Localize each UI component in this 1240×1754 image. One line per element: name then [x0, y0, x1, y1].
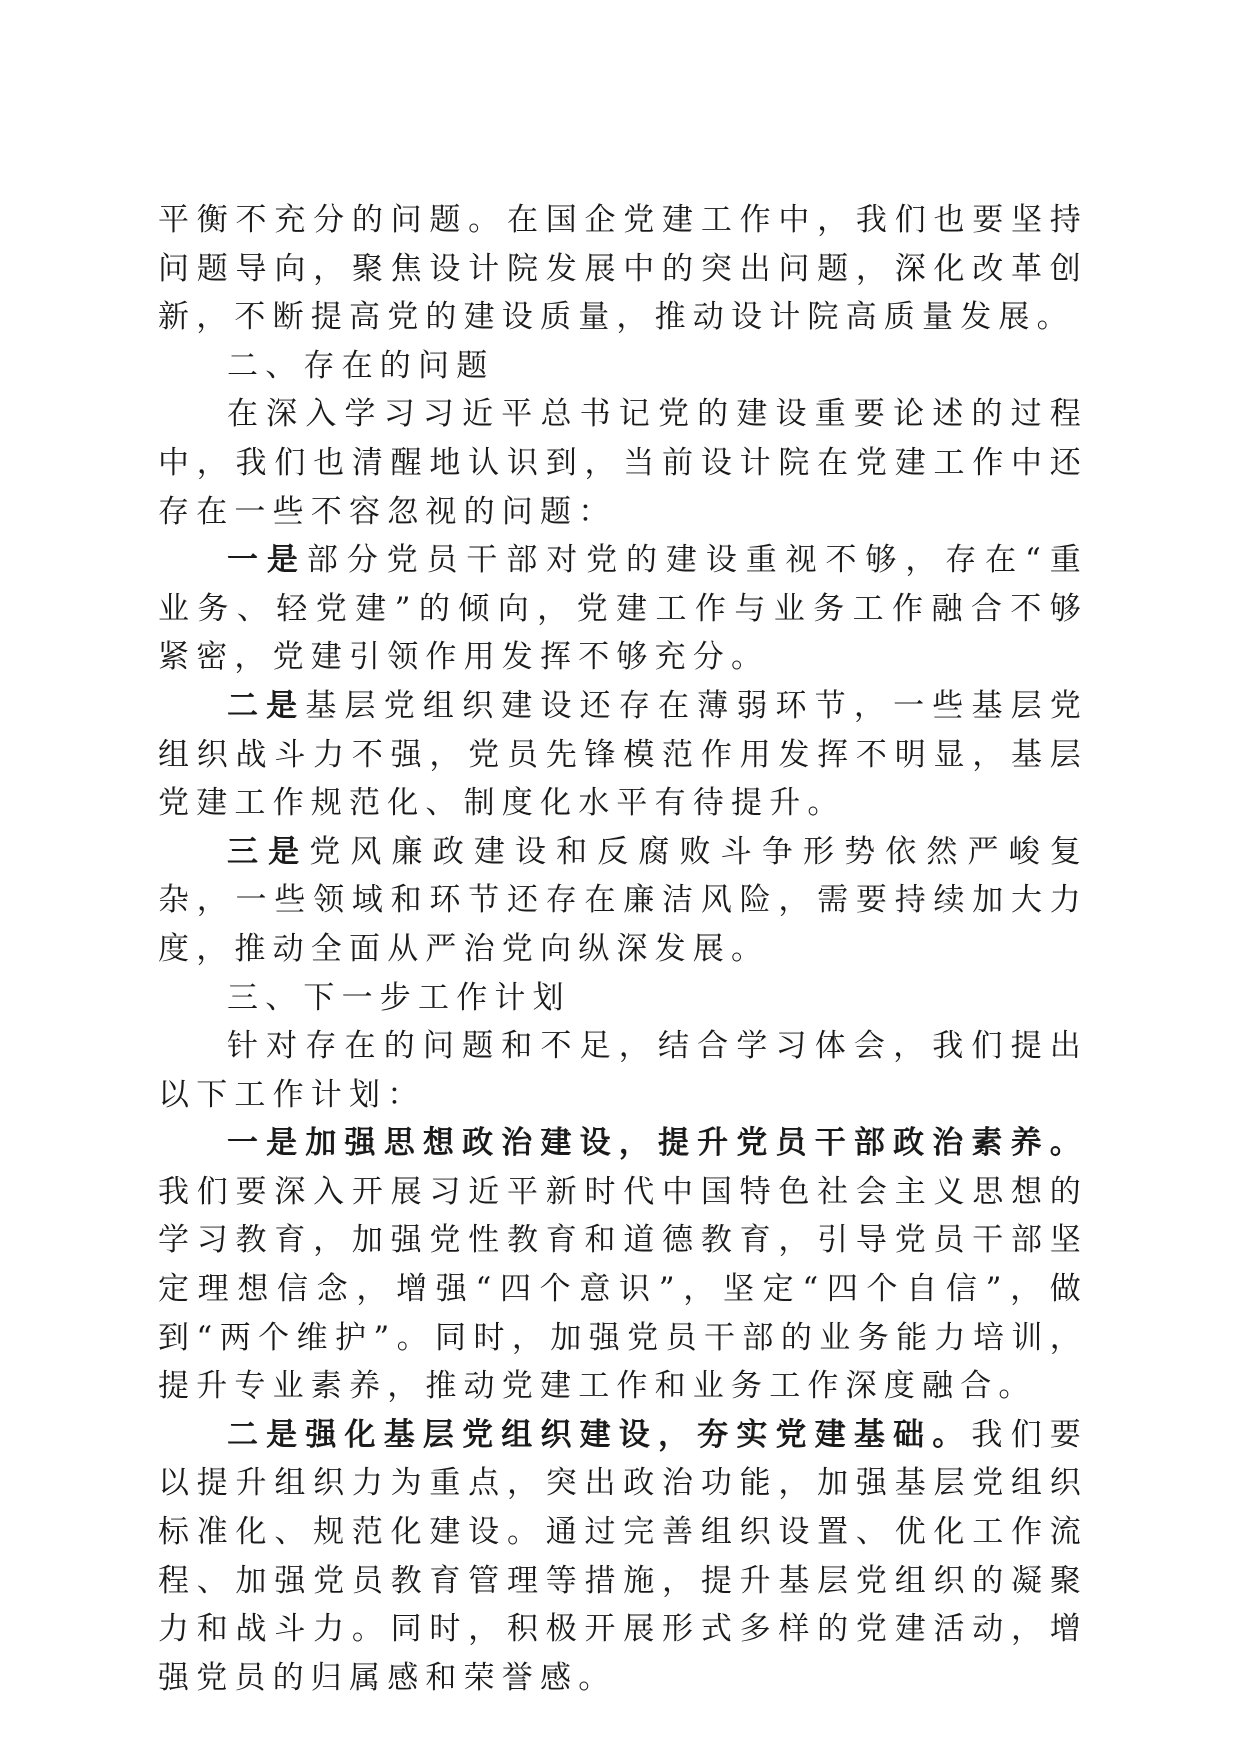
- paragraph-body: 党风廉政建设和反腐败斗争形势依然严峻复杂，一些领域和环节还存在廉洁风险，需要持续加大力度，推动全面从严治党向纵深发展。: [158, 833, 1088, 967]
- document-page: [158, 196, 1088, 1702]
- paragraph-body: 我们要深入开展习近平新时代中国特色社会主义思想的学习教育，加强党性教育和道德教育，引导党员干部坚定理想信念，增强“四个意识”，坚定“四个自信”，做到“两个维护”。同时，加强党员干部的业务能力培训，提升专业素养，推动党建工作和业务工作深度融合。: [158, 1173, 1088, 1405]
- paragraph-body: 我们要以提升组织力为重点，突出政治功能，加强基层党组织标准化、规范化建设。通过完善组织设置、优化工作流程、加强党员教育管理等措施，提升基层党组织的凝聚力和战斗力。同时，积极开展形式多样的党建活动，增强党员的归属感和荣誉感。: [158, 1416, 1088, 1696]
- paragraph-problems-intro: 在深入学习习近平总书记党的建设重要论述的过程中，我们也清醒地认识到，当前设计院在党建工作中还存在一些不容忽视的问题：: [158, 396, 1088, 530]
- lead-label: 二是: [227, 687, 306, 724]
- lead-label: 三是: [227, 833, 310, 870]
- paragraph-plan-intro: 针对存在的问题和不足，结合学习体会，我们提出以下工作计划：: [158, 1028, 1088, 1113]
- paragraph-plan-1: [158, 1119, 1088, 1411]
- paragraph-problem-2: [158, 682, 1088, 828]
- paragraph-body: 基层党组织建设还存在薄弱环节，一些基层党组织战斗力不强，党员先锋模范作用发挥不明显，基层党建工作规范化、制度化水平有待提升。: [158, 687, 1089, 822]
- paragraph-problem-1: [158, 536, 1088, 682]
- lead-label: 二是强化基层党组织建设，夯实党建基础。: [227, 1416, 972, 1453]
- paragraph-body: 部分党员干部对党的建设重视不够，存在“重业务、轻党建”的倾向，党建工作与业务工作融合不够紧密，党建引领作用发挥不够充分。: [158, 542, 1088, 676]
- lead-label: 一是: [227, 542, 307, 579]
- paragraph-continuation: 平衡不充分的问题。在国企党建工作中，我们也要坚持问题导向，聚焦设计院发展中的突出问题，深化改革创新，不断提高党的建设质量，推动设计院高质量发展。: [158, 202, 1088, 336]
- paragraph-problem-3: [158, 828, 1088, 974]
- lead-label: 一是加强思想政治建设，提升党员干部政治素养。: [227, 1125, 1088, 1162]
- section-heading-problems: 二、存在的问题: [227, 347, 495, 384]
- paragraph-plan-2: [158, 1411, 1088, 1703]
- section-heading-plan: 三、下一步工作计划: [227, 979, 571, 1016]
